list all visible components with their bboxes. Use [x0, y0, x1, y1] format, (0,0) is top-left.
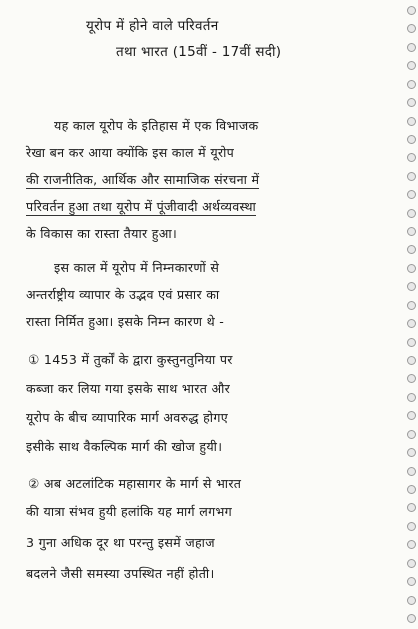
- point-1-line: कब्जा कर लिया गया इसके साथ भारत और: [26, 381, 231, 396]
- binding-hole-icon: [407, 374, 416, 383]
- binding-hole-icon: [407, 430, 416, 439]
- binding-hole-icon: [407, 467, 416, 476]
- binding-hole-icon: [407, 411, 416, 420]
- binding-hole-icon: [407, 135, 416, 144]
- binding-hole-icon: [407, 338, 416, 347]
- binding-hole-icon: [407, 522, 416, 531]
- binding-hole-icon: [407, 596, 416, 605]
- binding-hole-icon: [407, 172, 416, 181]
- binding-hole-icon: [407, 503, 416, 512]
- point-2-line: बदलने जैसी समस्या उपस्थित नहीं होती।: [26, 566, 215, 581]
- binding-hole-icon: [407, 356, 416, 365]
- binding-hole-icon: [407, 24, 416, 33]
- point-2-line: 3 गुना अधिक दूर था परन्तु इसमें जहाज: [26, 535, 215, 550]
- binding-hole-icon: [407, 264, 416, 273]
- binding-hole-icon: [407, 190, 416, 199]
- title-line-2: तथा भारत (15वीं - 17वीं सदी): [116, 44, 282, 60]
- paragraph-1-line: की राजनीतिक, आर्थिक और सामाजिक संरचना में: [26, 172, 260, 187]
- binding-hole-icon: [407, 319, 416, 328]
- binding-hole-icon: [407, 80, 416, 89]
- binding-hole-icon: [407, 485, 416, 494]
- binding-hole-icon: [407, 448, 416, 457]
- paragraph-2-line: अन्तर्राष्ट्रीय व्यापार के उद्भव एवं प्रसार का: [26, 287, 220, 302]
- paragraph-2-line: रास्ता निर्मित हुआ। इसके निम्न कारण थे -: [26, 314, 225, 329]
- binding-hole-icon: [407, 98, 416, 107]
- point-1-line: इसीके साथ वैकल्पिक मार्ग की खोज हुयी।: [26, 439, 223, 454]
- binding-hole-icon: [407, 209, 416, 218]
- binding-hole-icon: [407, 559, 416, 568]
- binding-hole-icon: [407, 614, 416, 623]
- binding-hole-icon: [407, 117, 416, 126]
- spiral-binding: [404, 0, 418, 629]
- point-2-line: ② अब अटलांटिक महासागर के मार्ग से भारत: [28, 476, 242, 491]
- point-2-line: की यात्रा संभव हुयी हलांकि यह मार्ग लगभग: [26, 504, 233, 519]
- point-1-line: यूरोप के बीच व्यापारिक मार्ग अवरुद्ध होगए: [26, 410, 228, 425]
- binding-hole-icon: [407, 6, 416, 15]
- paragraph-1-line: रेखा बन कर आया क्योंकि इस काल में यूरोप: [26, 145, 235, 160]
- binding-hole-icon: [407, 153, 416, 162]
- binding-hole-icon: [407, 245, 416, 254]
- binding-hole-icon: [407, 227, 416, 236]
- binding-hole-icon: [407, 393, 416, 402]
- paragraph-1-line: यह काल यूरोप के इतिहास में एक विभाजक: [54, 118, 259, 133]
- paragraph-2-line: इस काल में यूरोप में निम्नकारणों से: [54, 260, 220, 275]
- paragraph-1-line: परिवर्तन हुआ तथा यूरोप में पूंजीवादी अर्थव्यवस्था: [26, 199, 257, 214]
- binding-hole-icon: [407, 577, 416, 586]
- binding-hole-icon: [407, 61, 416, 70]
- title-line-1: यूरोप में होने वाले परिवर्तन: [86, 18, 219, 34]
- binding-hole-icon: [407, 43, 416, 52]
- binding-hole-icon: [407, 301, 416, 310]
- binding-hole-icon: [407, 282, 416, 291]
- binding-hole-icon: [407, 540, 416, 549]
- paragraph-1-line: के विकास का रास्ता तैयार हुआ।: [26, 226, 178, 241]
- point-1-line: ① 1453 में तुर्कों के द्वारा कुस्तुनतुनिया पर: [28, 352, 233, 367]
